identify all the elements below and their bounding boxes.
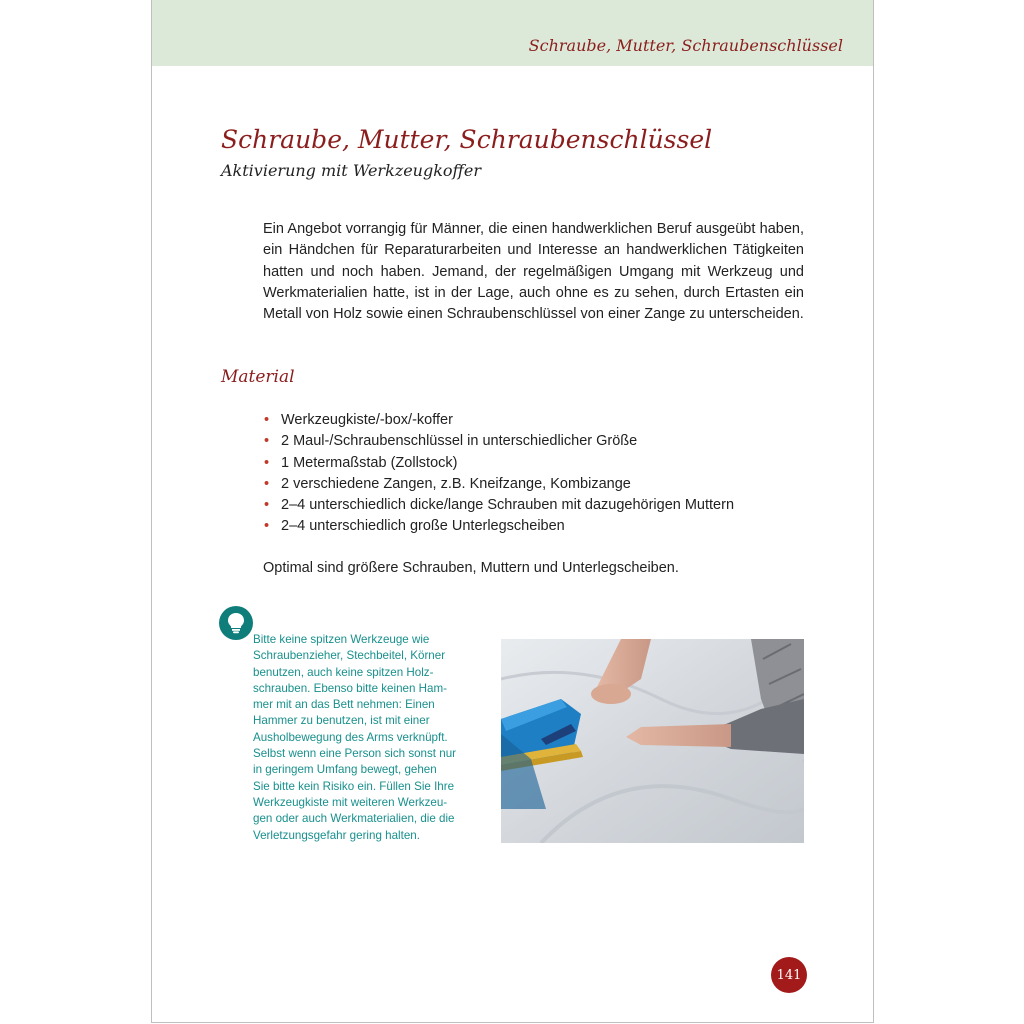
tip-badge	[219, 606, 253, 640]
tip-line: Schraubenzieher, Stechbeitel, Körner	[253, 649, 446, 663]
tip-line: Bitte keine spitzen Werkzeuge wie	[253, 633, 430, 646]
bullet-icon: •	[264, 412, 270, 428]
tip-line: benutzen, auch keine spitzen Holz-	[253, 665, 434, 679]
tip-line: schrauben. Ebenso bitte keinen Ham-	[253, 681, 447, 695]
tip-text	[253, 632, 483, 844]
list-item: • 2–4 unterschiedlich große Unterlegscheiben	[263, 516, 823, 537]
page-subtitle: Aktivierung mit Werkzeugkoffer	[221, 161, 481, 180]
bullet-icon: •	[264, 497, 270, 514]
material-list	[263, 410, 823, 538]
tip-line: in geringem Umfang bewegt, gehen	[253, 763, 437, 777]
list-item: • 2 Maul-/Schraubenschlüssel in unterschiedlicher Größe	[263, 431, 823, 452]
list-item: • 2 verschiedene Zangen, z.B. Kneifzange, Kombizange	[263, 474, 823, 495]
tip-line: Verletzungsgefahr gering halten.	[253, 828, 420, 842]
bullet-icon: •	[264, 475, 270, 492]
running-title: Schraube, Mutter, Schraubenschlüssel	[528, 36, 843, 55]
intro-paragraph: Ein Angebot vorrangig für Männer, die einen handwerklichen Beruf ausgeübt haben, ein Händchen für Reparaturarbeiten und Interesse an handwerklichen Tätigkeiten hatten und noch haben. Jemand, der regelmäßigen Umgang mit Werkzeug und Werkmaterialien hatte, ist in der Lage, auch ohne es zu sehen, durch Ertasten ein Metall von Holz sowie einen Schraubenschlüssel von einer Zange zu unterscheiden.	[263, 221, 804, 323]
tip-line: Sie bitte kein Risiko ein. Füllen Sie Ihre	[253, 779, 455, 793]
tip-line: mer mit an das Bett nehmen: Einen	[253, 698, 435, 712]
page-title: Schraube, Mutter, Schraubenschlüssel	[221, 125, 713, 154]
toolbox-photo	[501, 639, 804, 843]
list-item: • 2–4 unterschiedlich dicke/lange Schrauben mit dazugehörigen Muttern	[263, 495, 823, 516]
page-number: 141	[771, 957, 807, 993]
list-item: • Werkzeugkiste/-box/-koffer	[263, 410, 823, 431]
list-item: • 1 Metermaßstab (Zollstock)	[263, 453, 823, 474]
header-band	[152, 0, 873, 66]
book-page	[151, 0, 874, 1023]
bullet-icon: •	[264, 433, 270, 450]
tip-line: gen oder auch Werkmaterialien, die die	[253, 812, 455, 826]
tip-line: Ausholbewegung des Arms verknüpft.	[253, 730, 448, 744]
closing-sentence: Optimal sind größere Schrauben, Muttern und Unterlegscheiben.	[263, 560, 679, 576]
lightbulb-icon	[226, 612, 246, 634]
tip-line: Werkzeugkiste mit weiteren Werkzeu-	[253, 795, 448, 809]
bullet-icon: •	[264, 518, 270, 535]
bullet-icon: •	[264, 454, 270, 471]
tip-line: Hammer zu benutzen, ist mit einer	[253, 714, 430, 728]
tip-line: Selbst wenn eine Person sich sonst nur	[253, 747, 457, 761]
material-heading: Material	[221, 367, 295, 387]
photo-illustration	[501, 639, 804, 843]
